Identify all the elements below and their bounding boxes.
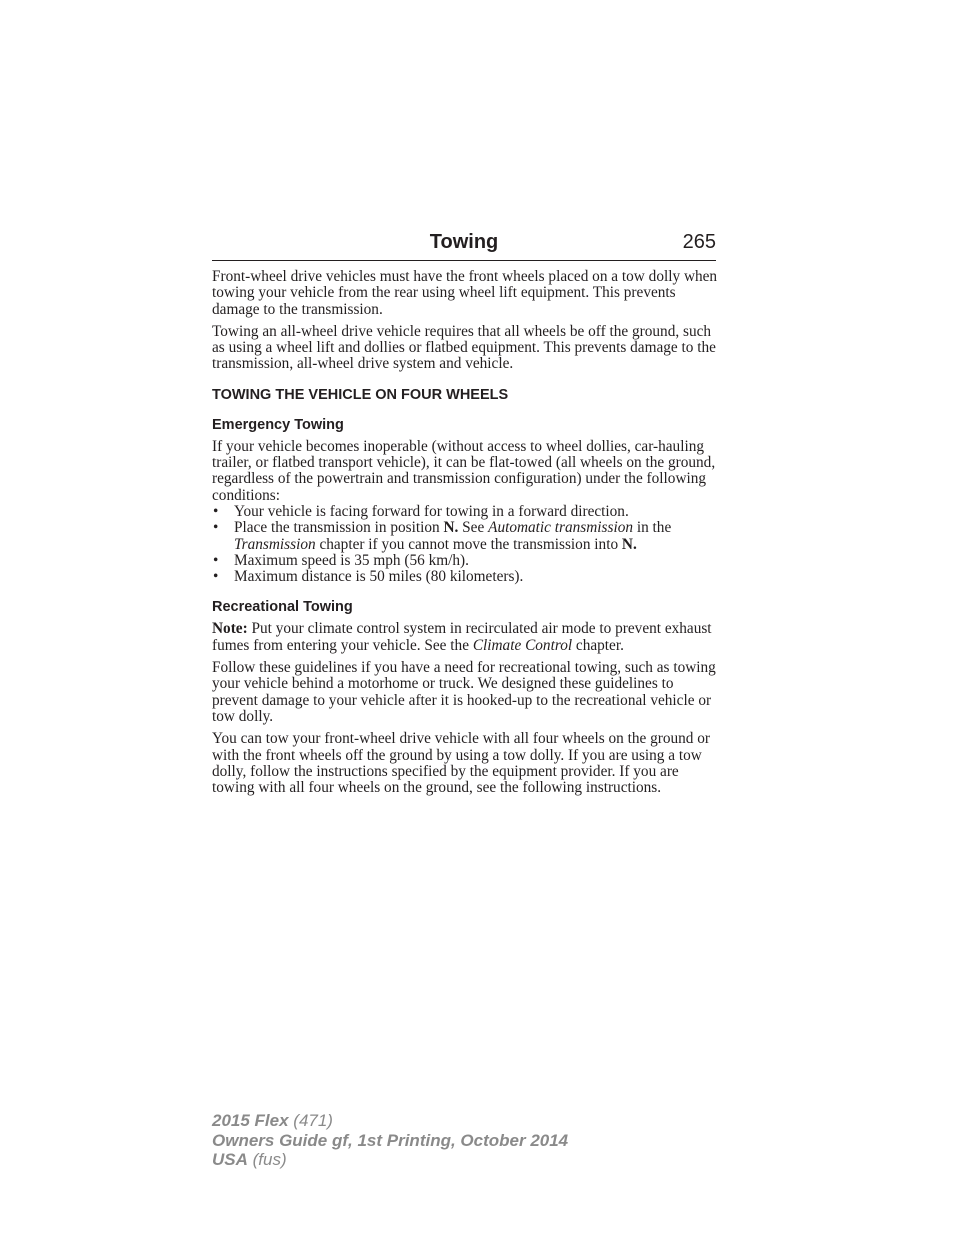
automatic-transmission-reference[interactable]: Automatic transmission [488,519,633,537]
note-label: Note: [212,620,248,638]
intro-paragraph-front-wheel: Front-wheel drive vehicles must have the front wheels placed on a tow dolly when towing your vehicle from the rear using wheel lift equipment. This prevents damage to the transmission. [212,268,718,318]
list-item [212,553,718,569]
list-item [212,504,718,520]
footer-printing: Owners Guide gf, 1st Printing, October 2014 [212,1130,569,1150]
bullet-icon: • [213,551,219,569]
intro-paragraph-all-wheel: Towing an all-wheel drive vehicle requires that all wheels be off the ground, such as using a wheel lift and dollies or flatbed equipment. This prevents damage to the transmission, all-wheel drive system and vehicle. [212,322,716,373]
recreational-towing-heading: Recreational Towing [212,599,353,616]
page-body [212,269,718,802]
footer-model-code: (471) [288,1111,333,1130]
emergency-towing-intro: If your vehicle becomes inoperable (without access to wheel dollies, car-hauling trailer, or flatbed transport vehicle), it can be flat-towed (all wheels on the ground, regardless of the powertrain and transmission configuration) under the following conditions: [212,437,716,504]
transmission-chapter-reference[interactable]: Transmission [234,535,316,553]
neutral-symbol: N. [443,519,459,537]
chapter-title: Towing [429,231,499,253]
page-footer [212,1111,568,1170]
note-paragraph [212,621,718,654]
bullet-icon: • [213,568,219,586]
condition-max-speed: Maximum speed is 35 mph (56 km/h). [234,551,469,569]
emergency-towing-heading: Emergency Towing [212,416,344,433]
page-header [212,228,716,261]
footer-model-line [212,1111,568,1131]
section-heading: TOWING THE VEHICLE ON FOUR WHEELS [212,386,509,403]
condition-max-distance: Maximum distance is 50 miles (80 kilometers). [234,568,524,586]
neutral-symbol: N. [621,535,637,553]
page-number: 265 [682,231,716,253]
guidelines-paragraph: Follow these guidelines if you have a need for recreational towing, such as towing your vehicle behind a motorhome or truck. We designed these guidelines to prevent damage to your vehicle after it is hooked-up to the recreational vehicle or tow dolly. [212,659,716,725]
condition-facing-forward: Your vehicle is facing forward for towing in a forward direction. [234,502,629,520]
tow-dolly-paragraph: You can tow your front-wheel drive vehicle with all four wheels on the ground or with the front wheels off the ground by using a tow dolly. If you are using a tow dolly, follow the instructions specified by the equipment provider. If you are towing with all four wheels on the ground, see the following instructions. [212,730,711,797]
list-item [212,569,718,585]
condition-neutral-text: Place the transmission in position [234,519,444,537]
chapter-text: chapter if you cannot move the transmission into [315,535,622,553]
footer-market-line [212,1150,568,1170]
footer-market-code: (fus) [247,1150,287,1169]
bullet-icon: • [213,519,219,537]
bullet-icon: • [213,502,219,520]
footer-market: USA [212,1150,248,1169]
conditions-list [212,504,718,585]
climate-control-reference[interactable]: Climate Control [472,636,573,654]
footer-model: 2015 Flex [212,1111,289,1130]
see-text: See [458,519,489,537]
note-text-end: chapter. [572,636,624,654]
in-the-text: in the [633,519,672,537]
note-text: Put your climate control system in recirculated air mode to prevent exhaust fumes from entering your vehicle. See the [212,620,712,654]
list-item [212,520,718,553]
